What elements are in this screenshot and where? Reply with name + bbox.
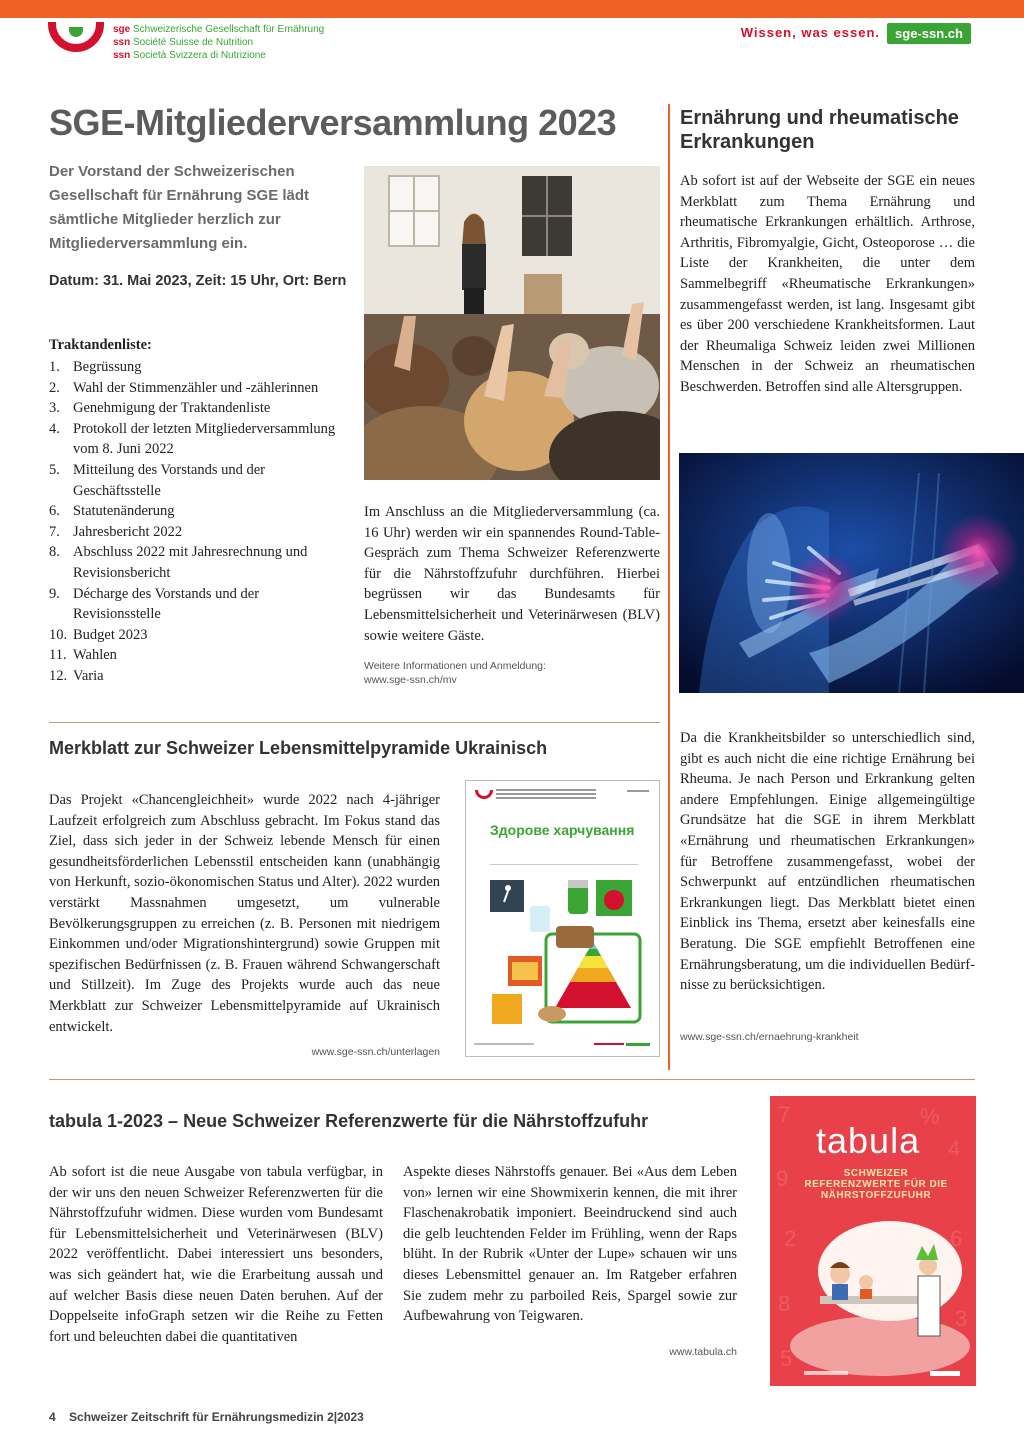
svg-text:7: 7 [778,1102,791,1127]
list-item: 2. Wahl der Stimmenzähler und -zählerinnen [49,379,319,396]
list-item: 9. Décharge des Vorstands und der Revisionsstelle [49,585,260,623]
list-item: 3. Genehmigung der Traktandenliste [49,400,271,417]
assembly-date: Datum: 31. Mai 2023, Zeit: 15 Uhr, Ort: Bern [49,273,347,289]
assembly-title: SGE-Mitgliederversammlung 2023 [49,102,617,143]
svg-text:2: 2 [784,1226,797,1251]
tabula-link[interactable]: www.tabula.ch [669,1346,737,1358]
tabula-text-col1: Ab sofort ist die neue Ausgabe von tabula verfügbar, in der wir uns den neuen Schweizer Referenzwerten für die Nährstoffzufuhr widmen. Diese wurden vom Bundesamt für Lebensmittelsicherheit und Veterinärwesen (BLV) 2022 veröffentlicht. Dabei interessiert uns besonders, was sich geändert hat, wie die Erarbeitung aussah und auf welcher Basis diese neuen Daten beruhen. Auf der Doppelseite infoGraph setzen wir die Reihe zu Fetten fort und beleuchten dabei die quantitativen [49,1164,383,1345]
logo-abbr: ssn [113,50,131,61]
section-divider [49,1079,975,1080]
tabula-title: tabula 1-2023 – Neue Schweizer Referenzwerte für die Nährstoffzufuhr [49,1111,649,1131]
followup-text: Im Anschluss an die Mitgliederversammlung (ca. 16 Uhr) werden wir ein spannendes Round-Table-Gespräch zum Thema Schweizer Referenzwerte für die Nährstoffzufuhr durchführen. Hierbei begrüssen wir das Bundesamts für Lebensmittelsicherheit und Veterinärwesen (BLV) sowie weitere Gäste. [364,504,660,644]
food-pyramid-icon [486,876,646,1036]
section-divider [49,722,660,723]
assembly-intro: Der Vorstand der Schweizerischen Gesellschaft für Ernährung SGE lädt sämtliche Mitglieder herzlich zur Mitgliederversammlung ein. [49,163,310,252]
leaflet-title: Здорове харчування [490,822,635,838]
svg-text:4: 4 [948,1136,961,1161]
tabula-text-col2: Aspekte dieses Nährstoffs genauer. Bei «Aus dem Leben von» lernen wir eine Showmixerin kennen, die mit ihrer Flaschenakrobatik imponiert. Beeindruckend sind auch die gelb leuchtenden Felder im Frühling, wenn der Raps blüht. In der Rubrik «Unter der Lupe» schauen wir uns dieses Lebensmittel genauer an. Im Ratgeber erfahren Sie zudem mehr zu parboiled Reis, Spargel sowie zur Aufbewahrung von Teigwaren. [403,1164,737,1325]
svg-text:9: 9 [776,1166,789,1191]
rheuma-title: Ernährung und rheumatische Erkrankungen [680,107,959,153]
list-item: 4. Protokoll der letzten Mitgliederversammlung vom 8. Juni 2022 [49,420,336,458]
leaflet-thumbnail [465,780,660,1057]
rheuma-text-2: Da die Krankheitsbilder so unterschiedlich sind, gibt es auch nicht die eine richtige Ernährung bei Rheuma. Je nach Person und Erkrankung gelten andere Empfehlungen. Einige allgemeingültige Grundsätze hat die SGE in ihrem Merkblatt «Ernährung und rheumatischen Erkrankungen» für Betroffene zusammengefasst, wobei der Schwerpunkt auf entzündlichen rheumatischen Erkrankungen liegt. Das Merkblatt bietet einen Einblick ins Thema, ersetzt aber keinesfalls eine Beratung. Die SGE empfiehlt Betroffenen eine Ernährungsberatung, um die individuellen Bedürfnisse zu berücksichtigen. [680,730,975,994]
journal-name: Schweizer Zeitschrift für Ernährungsmedizin 2|2023 [69,1410,364,1424]
svg-text:8: 8 [778,1291,791,1316]
logo-abbr: ssn [113,37,131,48]
top-accent-bar [0,0,1024,18]
page-number: 4 [49,1410,56,1424]
list-item: 5. Mitteilung des Vorstands und der Geschäftsstelle [49,461,265,499]
sge-logo-icon [475,790,493,800]
list-item: 6. Statutenänderung [49,503,175,520]
logo-abbr: sge [113,24,131,35]
svg-text:3: 3 [955,1306,968,1331]
slogan: Wissen, was essen. [740,25,880,40]
tabula-cover-name: tabula [816,1120,921,1161]
logo-text: sge Schweizerische Gesellschaft für Ernährung ssn Société Suisse de Nutrition ssn Società Svizzera di Nutrizione [113,24,325,61]
sge-logo-icon [48,22,104,52]
list-item: 8. Abschluss 2022 mit Jahresrechnung und Revisionsbericht [49,544,308,581]
svg-text:%: % [920,1104,940,1129]
xray-arm-photo [679,453,1024,693]
column-divider [668,104,670,1070]
list-item: 12. Varia [49,667,104,684]
info-label: Weitere Informationen und Anmeldung: [364,660,546,672]
assembly-photo [364,166,660,480]
pyramid-title: Merkblatt zur Schweizer Lebensmittelpyramide Ukrainisch [49,738,548,758]
tabula-cover-subtitle: SCHWEIZER REFERENZWERTE FÜR DIE NÄHRSTOFFZUFUHR [804,1168,948,1201]
site-badge[interactable]: sge-ssn.ch [887,23,971,44]
pyramid-text: Das Projekt «Chancengleichheit» wurde 2022 nach 4-jähriger Laufzeit erfolgreich zum Abschluss gebracht. Im Fokus stand das Ziel, dass sich jeder in der Schweiz lebende Mensch für einen gesundheitsförderlichen Lebensstil entscheiden kann (unabhängig von Herkunft, sozio-ökonomischen Status und Alter). 2022 wurden verstärkt Massnahmen umgesetzt, um vulnerable Bevölkerungsgruppen zu erreichen (z. B. Personen mit niedrigem Einkommen und/oder Migrationshintergrund) sowie Gruppen mit spezifischen Bedürfnissen (z. B. Frauen während Schwangerschaft und Stillzeit). Im Zuge des Projekts wurde auch das neue Merkblatt zur Schweizer Lebensmittelpyramide auf Ukrainisch entwickelt. [49,792,440,1035]
info-block [364,659,546,687]
agenda-heading: Traktandenliste: [49,337,152,353]
rheuma-text: Ab sofort ist auf der Webseite der SGE ein neues Merkblatt zum Thema Ernährung und rheumatische Erkrankungen erhältlich. Arthrose, Arthritis, Fibromyalgie, Gicht, Osteoporose … die Liste der Krankheiten, die unter dem Sammelbegriff «Rheumatische Erkrankungen» zusammengefasst werden, ist lang. Insgesamt gibt es über 200 verschiedene Krankheitsformen. Laut der Rheumaliga Schweiz leiden zwei Millionen Menschen in der Schweiz an rheumatischen Beschwerden. Betroffen sind alle Altersgruppen. [680,173,975,395]
list-item: 10. Budget 2023 [49,626,148,643]
list-item: 11. Wahlen [49,647,117,664]
svg-text:5: 5 [780,1346,793,1371]
svg-text:6: 6 [950,1226,963,1251]
list-item: 1. Begrüssung [49,359,142,375]
tabula-cover [770,1096,976,1386]
list-item: 7. Jahresbericht 2022 [49,523,183,540]
agenda-list [49,357,349,687]
rheuma-link[interactable]: www.sge-ssn.ch/ernaehrung-krankheit [680,1031,859,1043]
page-footer [49,1410,364,1424]
info-link[interactable]: www.sge-ssn.ch/mv [364,674,457,686]
pyramid-link[interactable]: www.sge-ssn.ch/unterlagen [311,1046,440,1058]
